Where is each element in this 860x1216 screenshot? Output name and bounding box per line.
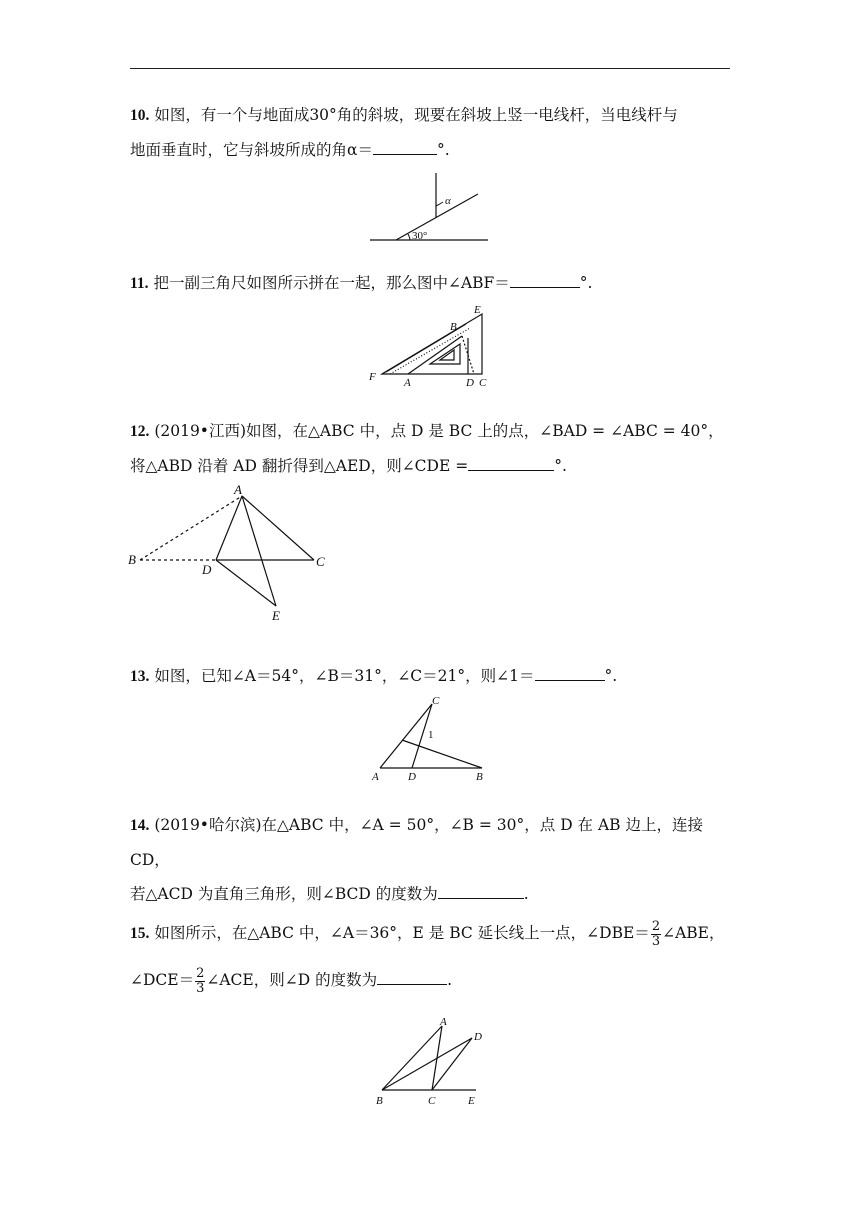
question-text: 若△ACD 为直角三角形，则∠BCD 的度数为	[130, 885, 438, 903]
question-text-end: .	[523, 885, 529, 903]
question-13-line-1	[130, 659, 730, 694]
figure-q15-triangle	[372, 1016, 502, 1108]
alpha-arc	[436, 202, 443, 206]
segment-a-d	[216, 496, 242, 560]
inner-triangle	[430, 344, 460, 364]
header-rule	[130, 68, 730, 69]
label-alpha: α	[445, 195, 451, 207]
fraction-denominator: 3	[651, 933, 661, 949]
slope-line	[396, 194, 478, 240]
label-c: C	[432, 695, 440, 707]
question-12-line-2	[130, 449, 730, 483]
label-b: B	[376, 1095, 383, 1107]
question-number: 12.	[130, 423, 150, 440]
label-d: D	[408, 771, 416, 783]
figure-q12-fold	[126, 480, 346, 623]
question-text: 如图所示，在△ABC 中，∠A＝36°，E 是 BC 延长线上一点，∠DBE＝	[154, 924, 650, 942]
inner-triangle-small	[440, 350, 454, 360]
segment-d-e	[216, 560, 276, 606]
label-d: D	[202, 562, 212, 577]
segment-b-e	[402, 740, 482, 768]
label-b: B	[128, 552, 136, 567]
question-text: 将△ABD 沿着 AD 翻折得到△AED，则∠CDE =	[130, 457, 469, 475]
question-text: ∠ACE，则∠D 的度数为	[206, 971, 378, 989]
label-30: 30°	[412, 230, 428, 242]
segment-a-e	[242, 496, 276, 606]
label-a: A	[440, 1016, 447, 1028]
question-text: ∠DCE＝	[130, 971, 195, 989]
label-a: A	[404, 377, 411, 389]
angle-arc	[408, 234, 410, 240]
question-text: ∠ABE，	[662, 924, 725, 942]
segment-b-a	[140, 496, 242, 560]
segment-a-c	[380, 704, 432, 768]
segment-a-c	[242, 496, 314, 560]
answer-blank[interactable]	[510, 287, 580, 288]
question-text-end: .	[447, 971, 453, 989]
label-a: A	[234, 482, 242, 497]
question-13	[130, 659, 730, 694]
question-14-line-1	[130, 808, 730, 877]
question-11	[130, 266, 730, 301]
question-text: 如图，已知∠A＝54°，∠B＝31°，∠C＝21°，则∠1＝	[154, 667, 535, 685]
label-f: F	[369, 371, 376, 383]
question-10-line-1	[130, 98, 730, 133]
question-text-end: °.	[604, 667, 618, 685]
label-c: C	[316, 554, 325, 569]
label-e: E	[468, 1095, 475, 1107]
figure-q10-slope	[368, 168, 498, 248]
question-12-line-1	[130, 414, 730, 449]
question-12	[130, 414, 730, 483]
answer-blank[interactable]	[535, 680, 605, 681]
fraction-denominator: 3	[196, 980, 205, 996]
question-14-line-2	[130, 877, 730, 911]
answer-blank[interactable]	[468, 470, 554, 471]
question-number: 14.	[130, 817, 150, 834]
ruler-ticks	[390, 328, 470, 374]
question-number: 10.	[130, 107, 150, 124]
label-e: E	[474, 304, 481, 316]
question-text: (2019•江西)如图，在△ABC 中，点 D 是 BC 上的点，∠BAD = ∠ABC = 40°，	[154, 422, 724, 440]
figure-q13-triangle	[370, 694, 510, 790]
question-10	[130, 98, 730, 167]
fraction	[651, 920, 661, 949]
question-15	[130, 910, 730, 1003]
label-1: 1	[428, 729, 434, 741]
question-number: 15.	[130, 925, 150, 942]
answer-blank[interactable]	[377, 984, 447, 985]
answer-blank[interactable]	[438, 898, 524, 899]
question-text: (2019•哈尔滨)在△ABC 中，∠A = 50°，∠B = 30°，点 D 在 AB 边上，连接 CD，	[130, 816, 703, 869]
question-text: 地面垂直时，它与斜坡所成的角α＝	[130, 141, 373, 159]
answer-blank[interactable]	[373, 154, 437, 155]
question-15-line-2	[130, 957, 730, 1003]
question-text: 如图，有一个与地面成30°角的斜坡，现要在斜坡上竖一电线杆，当电线杆与	[154, 106, 678, 124]
question-14	[130, 808, 730, 911]
label-d: D	[474, 1031, 482, 1043]
segment-c-d	[432, 1038, 472, 1090]
question-10-line-2	[130, 133, 730, 167]
fraction	[195, 967, 205, 996]
fraction-numerator: 2	[196, 965, 205, 981]
question-number: 11.	[130, 275, 149, 292]
question-text-end: °.	[579, 274, 593, 292]
label-b: B	[476, 771, 483, 783]
segment-b-d	[382, 1038, 472, 1090]
label-e: E	[272, 608, 280, 623]
label-a: A	[372, 771, 379, 783]
question-text-end: °.	[436, 141, 450, 159]
label-b: B	[450, 321, 457, 333]
question-text-end: °.	[554, 457, 567, 475]
question-text: 把一副三角尺如图所示拼在一起，那么图中∠ABF＝	[153, 274, 510, 292]
label-c: C	[479, 377, 487, 389]
question-number: 13.	[130, 668, 150, 685]
label-c: C	[428, 1095, 436, 1107]
figure-q11-set-squares	[366, 302, 506, 392]
question-15-line-1	[130, 910, 730, 957]
question-11-line-1	[130, 266, 730, 301]
label-d: D	[466, 377, 474, 389]
fraction-numerator: 2	[651, 918, 661, 934]
